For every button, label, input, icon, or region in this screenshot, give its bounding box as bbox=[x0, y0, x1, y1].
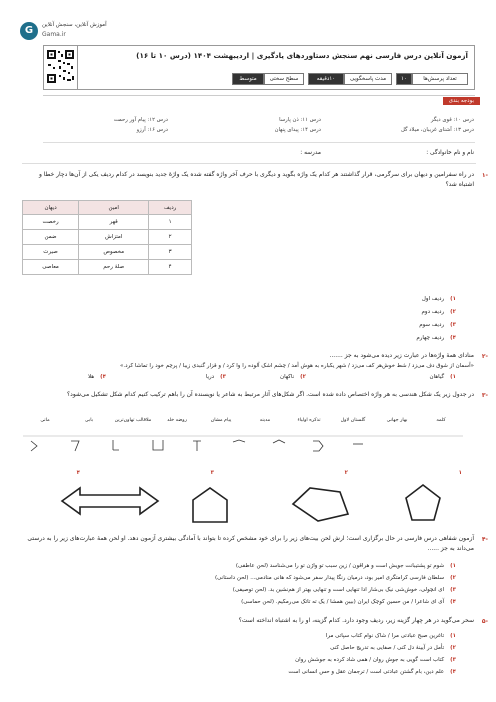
option-4[interactable]: ۴)علم دین، بام گشتن عبادتی است / ترجمان عقل و حس انسانی است bbox=[288, 669, 456, 675]
table-cell: معاصی bbox=[23, 260, 79, 275]
meta-difficulty-label: سطح سختی bbox=[264, 73, 304, 85]
option-1[interactable] bbox=[453, 470, 462, 476]
question-number: ۱- bbox=[481, 172, 488, 179]
option-number: ۱ bbox=[458, 470, 462, 476]
meta-question-count-value: ۱۰ bbox=[396, 73, 412, 85]
table-cell: صلهٔ رحم bbox=[79, 260, 149, 275]
shape-table-cell: تذکره اولیاء bbox=[297, 418, 321, 423]
option-2[interactable]: ۲)ردیف دوم bbox=[421, 309, 456, 315]
option-number: ۳ bbox=[210, 470, 214, 476]
shape-table-cell: گلستان لاول bbox=[340, 418, 366, 423]
shape-table-cell: بهار جهانی bbox=[386, 418, 408, 423]
option-2[interactable]: ۲)تأمل در آیینهٔ دل کنی / صفایی به تدریج حاصل کنی bbox=[330, 645, 456, 651]
option-text: هلا bbox=[87, 374, 95, 380]
shape-table-cell: ماتی bbox=[40, 418, 50, 423]
option-4[interactable]: ۴)هلا bbox=[87, 374, 106, 380]
option-3[interactable]: ۳)کتاب است گویی به جوش روان / همی شاد کرده به جوشش روان bbox=[295, 657, 456, 663]
option-1[interactable]: ۱)گیاهان bbox=[429, 374, 456, 380]
option-2[interactable] bbox=[339, 470, 348, 476]
option-text: ای انچولی، خوش‌شی نیک بی‌شار ادا تنهایی است و تنهایی بهتر از هم‌نشین بد. (لحن توصیفی) bbox=[232, 587, 445, 593]
option-2[interactable]: ۲)ناکهان bbox=[280, 374, 306, 380]
rotated-pentagon-shape-icon bbox=[185, 482, 235, 527]
option-3[interactable]: ۳)ای انچولی، خوش‌شی نیک بی‌شار ادا تنهایی است و تنهایی بهتر از هم‌نشین بد. (لحن توصیفی) bbox=[232, 587, 456, 593]
shape-table-cell: بابی bbox=[84, 418, 94, 423]
logo-mark-icon: G bbox=[20, 22, 38, 40]
question-text: منادای همهٔ واژه‌ها در عبارت زیر دیده می‌شود به جز ....... bbox=[329, 352, 474, 359]
option-number: ۴ bbox=[76, 470, 80, 476]
question-number: ۴- bbox=[481, 536, 488, 543]
option-text: ردیف دوم bbox=[421, 309, 445, 315]
option-text: ردیف چهارم bbox=[416, 335, 445, 341]
divider bbox=[22, 163, 476, 164]
table-cell: رخصت bbox=[23, 215, 79, 230]
exam-header bbox=[43, 45, 475, 90]
shape-table-cell: پیام مشان bbox=[210, 418, 232, 423]
option-4[interactable]: ۴)آی ای شاعرا / من حسین کوچک ایران (بیبن همشا / یک ته تاتک می‌رمکیم. (لحن حماسی) bbox=[241, 599, 456, 605]
brand-logo bbox=[20, 20, 107, 42]
school-name-label: مدرسه : bbox=[300, 150, 321, 156]
meta-question-count-label: تعداد پرسش‌ها bbox=[412, 73, 468, 85]
lesson-label: درس ۱۴: پیدای پنهان bbox=[274, 127, 321, 133]
option-1[interactable]: ۱)شوم تو پشتیبانت جویش است و هراقون / زین سبب تو واژن تو را می‌شناسد (لحن عاطفی) bbox=[235, 563, 456, 569]
shape-table-cell: ملاقالب تهاون‌ترین bbox=[114, 418, 152, 423]
option-text: ردیف سوم bbox=[419, 322, 445, 328]
budget-badge: بودجه بندی bbox=[443, 97, 480, 105]
table-row bbox=[23, 230, 192, 245]
logo-domain: Gama.ir bbox=[42, 31, 66, 38]
question-text: در جدول زیر یک شکل هندسی به هر واژه اختصاص داده شده است. اگر شکل‌های آثار مرتبط به شاعر یا نویسنده آن را باهم ترکیب کنیم کدام شکل تشکیل می‌شود؟ bbox=[66, 391, 474, 398]
option-text: گیاهان bbox=[429, 374, 445, 380]
option-1[interactable]: ۱)تاغرین صبح عبادتی مرا / شاک نوام کتاب سپاتی مرا bbox=[325, 633, 456, 639]
lesson-label: درس ۱۶: آرزو bbox=[136, 127, 168, 133]
table-cell: امتزاش bbox=[79, 230, 149, 245]
option-3[interactable] bbox=[205, 470, 214, 476]
question-text: آزمون شفاهی درس فارسی در حال برگزاری است؛ ارش لحن بیت‌های زیر را برای خود مشخص کرده تا بتواند با آمادگی بیشتری آزمون دهد. او لحن همهٔ عبارت‌های زیر را به درستی می‌داند به جز ...... bbox=[27, 535, 474, 552]
lesson-label: درس ۱۱: ذن پارسا bbox=[279, 117, 321, 123]
option-text: ناکهان bbox=[280, 374, 295, 380]
table-row bbox=[23, 215, 192, 230]
question-text: سحر می‌گوید در هر چهار گزینه زیر، ردیف وجود دارد. کدام گزینه، او را به اشتباه انداخته است؟ bbox=[238, 617, 474, 624]
question-text: در راه سفرامین و دیهان برای سرگرمی، قرار گذاشتند هر کدام یک واژه بگوید و دیگری با حرف آخر واژه گفته شده یک واژهٔ جدید بنویسد در کدام ردیف یکی از آن‌ها دچار خطا و اشتباه شد؟ bbox=[38, 171, 474, 188]
option-text: ردیف اول bbox=[421, 296, 445, 302]
qr-code-icon[interactable] bbox=[44, 46, 78, 89]
table-header: امین bbox=[79, 201, 149, 215]
option-text: دریا bbox=[205, 374, 215, 380]
table-cell: ۲ bbox=[149, 230, 192, 245]
table-cell: ۴ bbox=[149, 260, 192, 275]
meta-duration-value: ۱۰دقیقه bbox=[308, 73, 344, 85]
student-name-label: نام و نام خانوادگی : bbox=[426, 150, 474, 156]
option-4[interactable] bbox=[71, 470, 80, 476]
option-number: ۲ bbox=[344, 470, 348, 476]
meta-difficulty-value: متوسط bbox=[232, 73, 264, 85]
exam-title: آزمون آنلاین درس فارسی نهم سنجش دستاوردهای یادگیری | اردیبهشت ۱۴۰۴ (درس ۱۰ تا ۱۶) bbox=[136, 51, 468, 60]
option-text: شوم تو پشتیبانت جویش است و هراقون / زین سبب تو واژن تو را می‌شناسد (لحن عاطفی) bbox=[235, 563, 445, 569]
lesson-label: درس ۱۰: قوی دیگر bbox=[430, 117, 474, 123]
table-header: دیهان bbox=[23, 201, 79, 215]
option-text: آی ای شاعرا / من حسین کوچک ایران (بیبن همشا / یک ته تاتک می‌رمکیم. (لحن حماسی) bbox=[241, 599, 445, 605]
option-text: تأمل در آیینهٔ دل کنی / صفایی به تدریج حاصل کنی bbox=[330, 645, 445, 651]
table-cell: قهر bbox=[79, 215, 149, 230]
option-2[interactable]: ۲)سلطان فارسی کرامتگری امیر بود، درمیان رنگا پیدار سفر می‌شود که هانی منادمی... (لحن داستانی) bbox=[214, 575, 456, 581]
question-number: ۵- bbox=[481, 618, 488, 625]
divider bbox=[43, 95, 475, 96]
option-text: کتاب است گویی به جوش روان / همی شاد کرده به جوشش روان bbox=[295, 657, 445, 663]
table-header: ردیف bbox=[149, 201, 192, 215]
shape-table-cell: مدینه bbox=[259, 418, 271, 423]
table-row bbox=[23, 260, 192, 275]
pentagon-wide-shape-icon bbox=[290, 484, 350, 524]
question-number: ۲- bbox=[481, 353, 488, 360]
shape-table-cell: روضه خلد bbox=[167, 418, 187, 423]
option-3[interactable]: ۳)ردیف سوم bbox=[419, 322, 456, 328]
lesson-label: درس ۱۲: پیام آور رحمت bbox=[113, 117, 168, 123]
lesson-label: درس ۱۳: آشنای غریبان، میلاد گل bbox=[400, 127, 474, 133]
option-text: علم دین، بام گشتن عبادتی است / ترجمان عقل و حس انسانی است bbox=[288, 669, 445, 675]
table-cell: صیرت bbox=[23, 245, 79, 260]
table-cell: ۳ bbox=[149, 245, 192, 260]
option-1[interactable]: ۱)ردیف اول bbox=[421, 296, 456, 302]
meta-duration-label: مدت پاسخگویی bbox=[344, 73, 392, 85]
shape-table bbox=[23, 418, 463, 454]
question-verse: «آسمان از شوق دف می‌زد / شط خوش‌هر کف می‌زد / شهر یکباره به هوش آمد / چشم اشک آلوده را وا کرد / و قزار گنبدی زیبا / پرچم خود را تماشا کرد.» bbox=[119, 363, 474, 369]
logo-slogan: آموزش آنلاین، سنجش آنلاین bbox=[42, 22, 107, 28]
word-chain-table bbox=[22, 200, 192, 275]
shape-table-cell: کلمه bbox=[436, 418, 446, 423]
table-cell: مخصوص bbox=[79, 245, 149, 260]
table-row bbox=[23, 245, 192, 260]
divider bbox=[43, 142, 475, 143]
option-4[interactable]: ۴)ردیف چهارم bbox=[416, 335, 456, 341]
option-text: تاغرین صبح عبادتی مرا / شاک نوام کتاب سپاتی مرا bbox=[325, 633, 445, 639]
option-3[interactable]: ۳)دریا bbox=[205, 374, 226, 380]
arrow-shape-icon bbox=[60, 485, 160, 517]
table-cell: ۱ bbox=[149, 215, 192, 230]
option-text: سلطان فارسی کرامتگری امیر بود، درمیان رنگا پیدار سفر می‌شود که هانی منادمی... (لحن داستانی) bbox=[214, 575, 445, 581]
pentagon-shape-icon bbox=[403, 482, 443, 524]
question-number: ۳- bbox=[481, 392, 488, 399]
table-cell: ضمن bbox=[23, 230, 79, 245]
